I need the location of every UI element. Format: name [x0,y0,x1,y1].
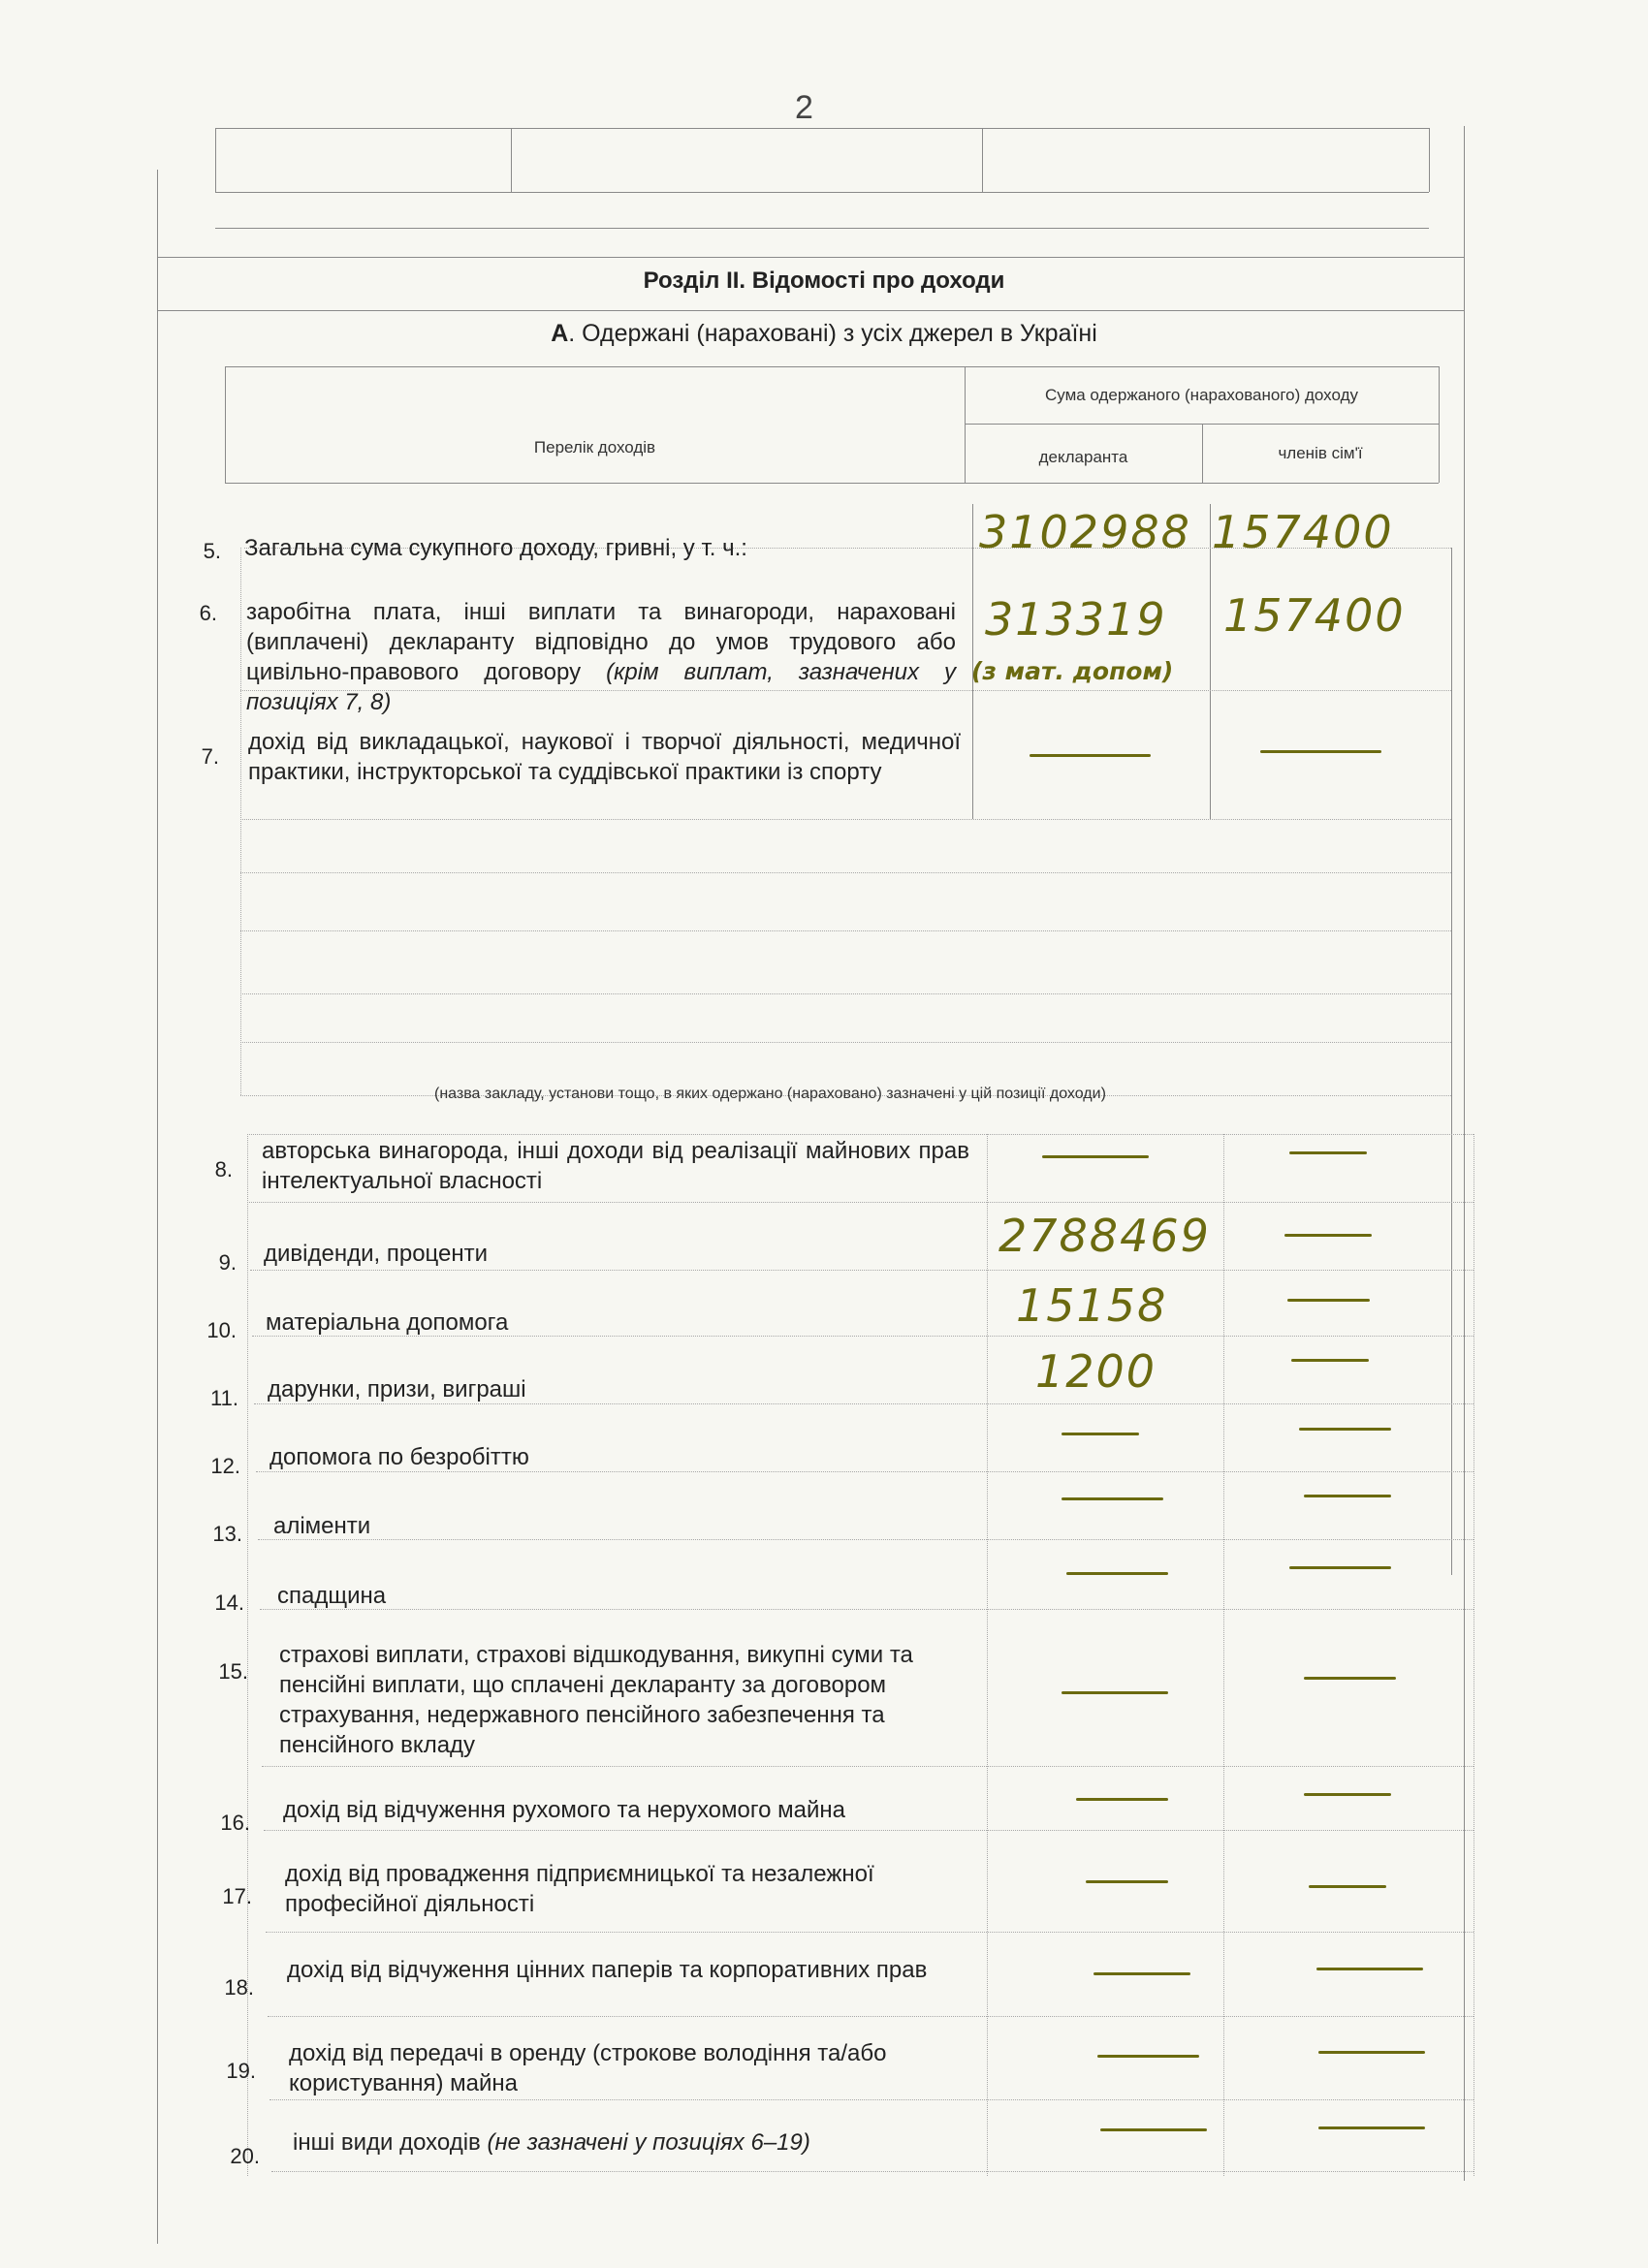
row-text: авторська винагорода, інші доходи від реалізації майнових прав інтелектуальної власності [262,1138,969,1194]
row-number: 7. [201,744,219,769]
row-number: 12. [210,1454,240,1478]
row-text-note: (крім виплат, зазначених у позиціях 7, 8) [246,659,957,715]
declarant-dash [1097,2055,1199,2058]
row-number: 20. [230,2144,260,2168]
family-dash [1304,1793,1391,1796]
declarant-amount: 2788469 [998,1210,1211,1262]
declarant-amount: 15158 [1016,1279,1168,1332]
family-dash [1318,2051,1425,2054]
row-text: дохід від відчуження рухомого та нерухомого майна [283,1797,845,1823]
declarant-dash [1030,754,1151,757]
row-text [246,597,956,717]
row-text-main: інші види доходів [293,2129,481,2156]
family-dash [1289,1151,1367,1154]
declarant-dash [1066,1572,1168,1575]
subsection-letter: А [551,320,569,347]
declarant-header: декларанта [1038,448,1128,466]
row-number: 19. [226,2059,256,2083]
page-number: 2 [795,89,813,126]
subsection-title [0,320,1648,348]
row-number: 9. [218,1250,237,1275]
family-dash [1309,1885,1386,1888]
declarant-amount: 313319 [985,593,1167,646]
declarant-dash [1062,1497,1163,1500]
institution-caption: (назва закладу, установи тощо, в яких одержано (нараховано) зазначені у цій позиції доходи) [434,1086,1106,1102]
family-dash [1260,750,1381,753]
row-text [293,2127,991,2158]
section-bottom-rule [157,310,1464,311]
declarant-amount: 1200 [1035,1345,1157,1398]
amount-header: Сума одержаного (нарахованого) доходу [1044,386,1358,404]
declarant-dash [1093,1972,1190,1975]
family-dash [1299,1428,1391,1431]
row-text: дохід від передачі в оренду (строкове володіння та/або користування) майна [289,2040,887,2096]
row-text: матеріальна допомога [266,1309,509,1336]
row-number: 11. [210,1386,238,1410]
row-text-note: (не зазначені у позиціях 6–19) [487,2129,810,2156]
declarant-dash [1062,1433,1139,1435]
family-header: членів сім'ї [1278,444,1363,462]
row-text: спадщина [277,1583,387,1609]
row-number: 15. [218,1659,248,1684]
row-number: 6. [199,601,217,625]
row-text: дивіденди, проценти [264,1241,489,1267]
section-title: Розділ ІІ. Відомості про доходи [643,268,1005,294]
family-dash [1287,1299,1370,1302]
row-number: 16. [220,1811,250,1835]
form-left-border [157,170,158,2244]
declarant-dash [1062,1691,1168,1694]
declarant-dash [1086,1880,1168,1883]
family-dash [1291,1359,1369,1362]
row-text: Загальна сума сукупного доходу, гривні, у т. ч.: [244,535,747,561]
family-dash [1318,2126,1425,2129]
row-text: дарунки, призи, виграші [268,1376,526,1402]
row-text: страхові виплати, страхові відшкодування, викупні суми та пенсійні виплати, що сплачені декларанту за договором страхування, недержавного пенсійного забезпечення та пенсійного вкладу [279,1642,913,1758]
row-text: дохід від викладацької, наукової і творчої діяльності, медичної практики, інструкторської та суддівської практики із спорту [248,729,961,785]
subsection-text: . Одержані (нараховані) з усіх джерел в Україні [568,320,1097,347]
family-dash [1304,1495,1391,1497]
family-dash [1316,1968,1423,1970]
row-number: 13. [212,1522,242,1546]
row-text: дохід від відчуження цінних паперів та корпоративних прав [287,1957,928,1983]
form-right-border [1464,126,1465,2181]
row-number: 18. [224,1975,254,2000]
declarant-dash [1100,2128,1207,2131]
row-text: дохід від провадження підприємницької та незалежної професійної діяльності [285,1861,874,1917]
family-dash [1304,1677,1396,1680]
family-dash [1289,1566,1391,1569]
row-text: допомога по безробіттю [269,1444,529,1470]
declarant-dash [1076,1798,1168,1801]
family-dash [1284,1234,1372,1237]
declarant-amount: 3102988 [979,506,1191,558]
income-list-header: Перелік доходів [533,438,656,457]
row-text: аліменти [273,1513,371,1539]
row-number: 14. [214,1591,244,1615]
family-amount: 157400 [1223,589,1406,642]
row-number: 10. [206,1318,237,1342]
row-number: 17. [222,1884,252,1908]
section-top-rule [157,257,1464,258]
row-text-main: заробітна плата, інші виплати та винагороди, нараховані (виплачені) декларанту відповідно до умов трудового або цивільно-правового договору [246,599,956,685]
declarant-note: (з мат. допом) [971,657,1174,685]
row-number: 5. [203,539,221,563]
declarant-dash [1042,1155,1149,1158]
row-number: 8. [214,1157,233,1181]
family-amount: 157400 [1212,506,1394,558]
